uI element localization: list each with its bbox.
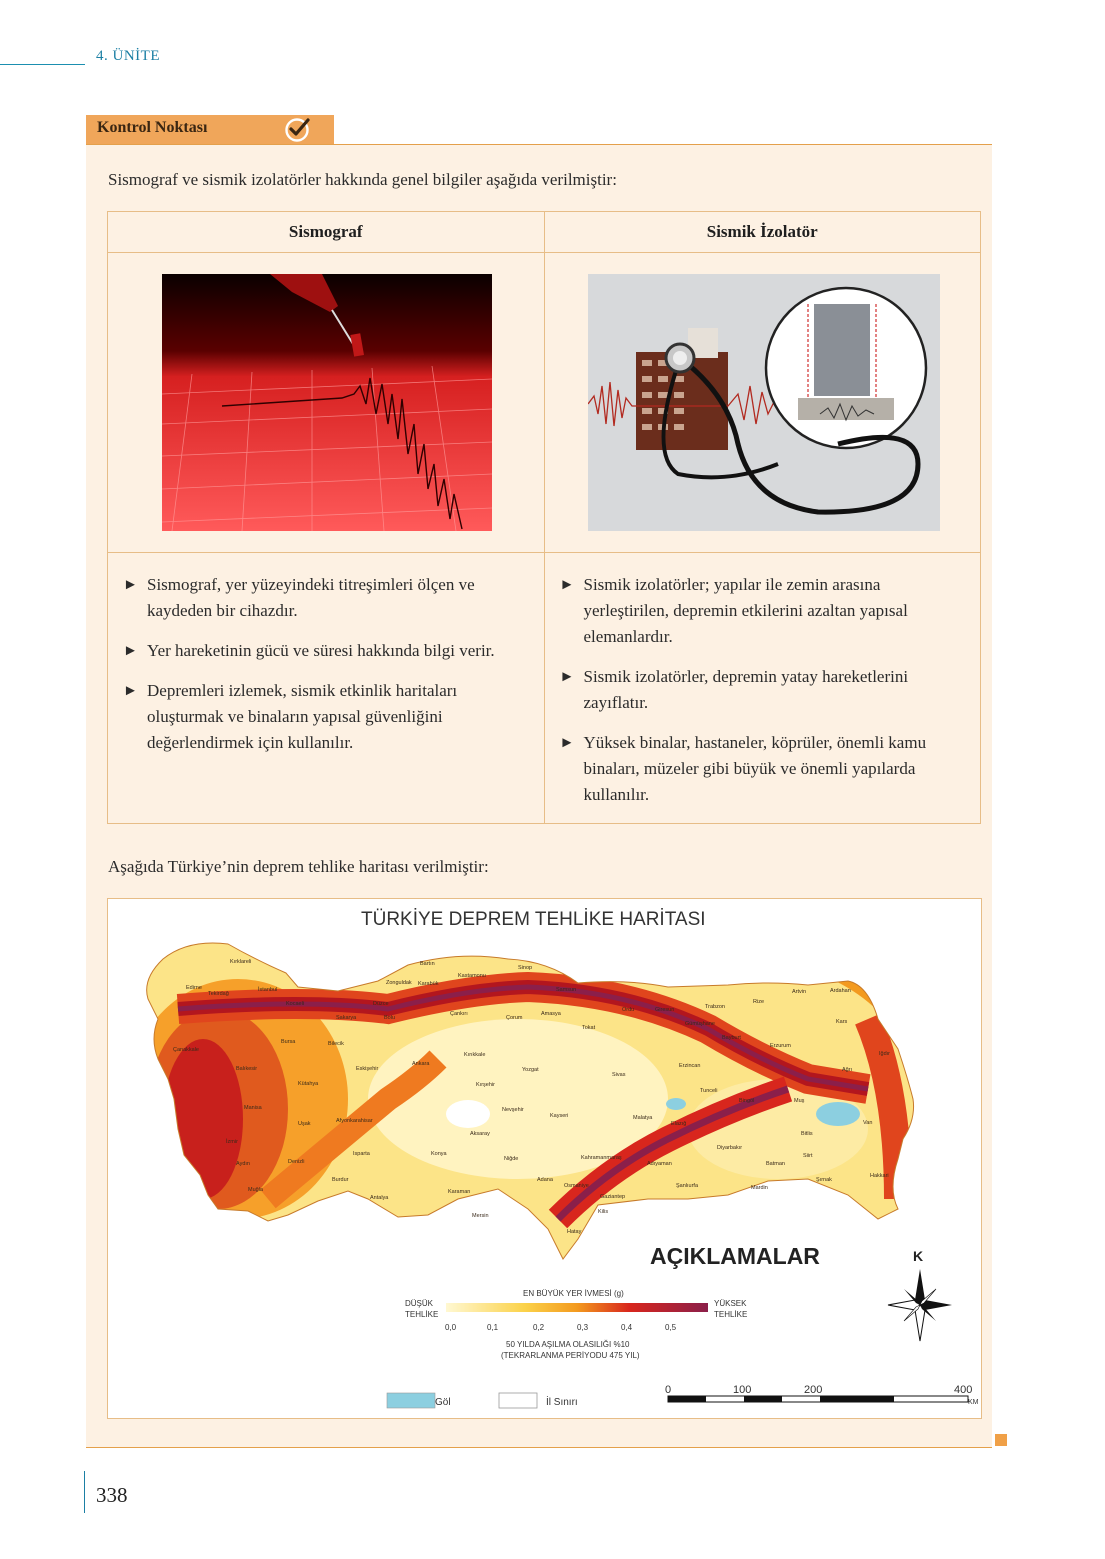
sismograf-points-cell	[108, 553, 545, 824]
city-label: Rize	[753, 999, 765, 1005]
legend-heading: AÇIKLAMALAR	[650, 1243, 820, 1269]
city-label: Ankara	[412, 1061, 430, 1067]
compass-rose-icon	[888, 1269, 952, 1341]
city-label: Gaziantep	[600, 1194, 626, 1200]
city-label: Batman	[766, 1161, 785, 1167]
city-label: Bilecik	[328, 1041, 344, 1047]
city-label: Karabük	[418, 981, 439, 987]
seismograph-image-cell	[108, 253, 545, 553]
city-label: Kocaeli	[286, 1001, 305, 1007]
hazard-map-frame	[107, 898, 982, 1419]
panel-title: Kontrol Noktası	[97, 119, 208, 136]
seismic-isolator-image-cell	[544, 253, 981, 553]
low-hazard-label: DÜŞÜK	[405, 1299, 434, 1308]
period-note: (TEKRARLANMA PERİYODU 475 YIL)	[501, 1351, 640, 1360]
column-heading-izolator: Sismik İzolatör	[544, 212, 981, 253]
unit-label: 4. ÜNİTE	[96, 48, 160, 64]
city-label: Muğla	[248, 1187, 263, 1193]
scale-tick: 0,0	[445, 1323, 457, 1332]
city-label: Bitlis	[801, 1131, 813, 1137]
city-label: Bayburt	[722, 1035, 741, 1041]
izolator-points	[546, 554, 980, 808]
city-label: Mardin	[751, 1185, 768, 1191]
arrow-bullet-icon: ►	[123, 577, 138, 593]
city-label: İzmir	[226, 1139, 238, 1145]
corner-marker	[995, 1434, 1007, 1446]
low-hazard-label-2: TEHLİKE	[405, 1310, 439, 1319]
arrow-bullet-icon: ►	[559, 577, 575, 593]
page-number-rule	[84, 1471, 85, 1513]
km-unit: KM	[968, 1399, 979, 1406]
column-heading-sismograf: Sismograf	[108, 212, 545, 253]
checkmark-icon	[284, 117, 311, 142]
city-label: Antalya	[370, 1195, 389, 1201]
city-label: Malatya	[633, 1115, 653, 1121]
city-label: Tekirdağ	[208, 991, 229, 997]
city-label: Kırıkkale	[464, 1052, 486, 1058]
bullet-point: ► Yüksek binalar, hastaneler, köprüler, önemli kamu binaları, müzeler gibi büyük ve önemli yapılarda kullanılır.	[560, 730, 966, 808]
arrow-bullet-icon: ►	[123, 683, 138, 699]
scale-tick: 0,5	[665, 1323, 677, 1332]
city-label: Bartın	[420, 961, 435, 967]
city-label: İstanbul	[258, 987, 278, 993]
city-label: Ardahan	[830, 988, 851, 994]
city-label: Diyarbakır	[717, 1145, 743, 1151]
city-label: Şırnak	[816, 1177, 832, 1183]
border-legend-swatch	[499, 1393, 537, 1408]
city-label: Kastamonu	[458, 973, 486, 979]
city-label: Trabzon	[705, 1004, 725, 1010]
bullet-point: ► Sismik izolatörler, depremin yatay hareketlerini zayıflatır.	[560, 664, 966, 716]
city-label: Elazığ	[671, 1121, 687, 1127]
city-label: Şanlıurfa	[676, 1183, 699, 1189]
city-label: Kırklareli	[230, 959, 252, 965]
city-label: Mersin	[472, 1213, 489, 1219]
city-label: Sinop	[518, 965, 533, 971]
city-label: Erzurum	[770, 1043, 791, 1049]
bullet-point: ► Depremleri izlemek, sismik etkinlik haritaları oluşturmak ve binaların yapısal güvenliğini değerlendirmek için kullanılır.	[123, 678, 529, 756]
city-label: Aksaray	[470, 1131, 490, 1137]
city-label: Iğdır	[879, 1051, 891, 1057]
scale-tick: 0,2	[533, 1323, 545, 1332]
lake-legend-label: Göl	[435, 1397, 451, 1408]
city-label: Çankırı	[450, 1011, 468, 1017]
city-label: Çorum	[506, 1015, 523, 1021]
city-label: Kayseri	[550, 1113, 569, 1119]
page-number: 338	[96, 1483, 128, 1507]
distance-scale-bar	[668, 1396, 968, 1402]
city-label: Çanakkale	[173, 1047, 199, 1053]
city-label: Tokat	[582, 1025, 596, 1031]
city-label: Samsun	[556, 987, 577, 993]
arrow-bullet-icon: ►	[123, 643, 138, 659]
city-label: Adıyaman	[647, 1161, 672, 1167]
map-intro-text: Aşağıda Türkiye’nin deprem tehlike haritası verilmiştir:	[108, 857, 489, 876]
probability-note: 50 YILDA AŞILMA OLASILIĞI %10	[506, 1340, 630, 1349]
arrow-bullet-icon: ►	[559, 735, 575, 751]
north-label: K	[913, 1248, 924, 1264]
scale-tick: 0,1	[487, 1323, 499, 1332]
city-label: Ağrı	[842, 1067, 853, 1073]
scale-tick: 0,4	[621, 1323, 633, 1332]
city-label: Artvin	[792, 989, 807, 995]
city-label: Kütahya	[298, 1081, 319, 1087]
city-label: Bursa	[281, 1039, 296, 1045]
city-label: Sakarya	[336, 1015, 357, 1021]
city-label: Erzincan	[679, 1063, 701, 1069]
bullet-point: ► Yer hareketinin gücü ve süresi hakkında bilgi verir.	[123, 638, 529, 664]
arrow-bullet-icon: ►	[559, 669, 575, 685]
bullet-point: ► Sismograf, yer yüzeyindeki titreşimleri ölçen ve kaydeden bir cihazdır.	[123, 572, 529, 624]
city-label: Giresun	[655, 1007, 675, 1013]
city-label: Ordu	[622, 1007, 635, 1013]
map-title: TÜRKİYE DEPREM TEHLİKE HARİTASI	[361, 909, 706, 930]
km-tick: 200	[804, 1384, 823, 1396]
comparison-table	[107, 211, 981, 824]
scale-tick: 0,3	[577, 1323, 589, 1332]
city-label: Afyonkarahisar	[336, 1118, 373, 1124]
city-label: Eskişehir	[356, 1066, 379, 1072]
city-label: Burdur	[332, 1177, 349, 1183]
city-label: Van	[863, 1120, 873, 1126]
seismic-isolator-image	[588, 274, 940, 531]
sismograf-points	[109, 554, 543, 756]
city-label: Balıkesir	[236, 1066, 258, 1072]
city-label: Bingöl	[739, 1098, 755, 1104]
city-label: Adana	[537, 1177, 553, 1183]
scale-title: EN BÜYÜK YER İVMESİ (g)	[523, 1289, 624, 1298]
lake-legend-swatch	[387, 1393, 435, 1408]
city-label: Zonguldak	[386, 980, 412, 986]
hazard-color-scale	[446, 1303, 708, 1312]
city-label: Manisa	[244, 1105, 262, 1111]
city-label: Düzce	[373, 1001, 389, 1007]
city-label: Kahramanmaraş	[581, 1155, 622, 1161]
city-label: Kilis	[598, 1209, 609, 1215]
city-label: Niğde	[504, 1156, 519, 1162]
city-label: Muş	[794, 1098, 805, 1104]
city-label: Hakkari	[870, 1173, 889, 1179]
city-label: Gümüşhane	[685, 1021, 715, 1027]
city-label: Konya	[431, 1151, 447, 1157]
city-label: Osmaniye	[564, 1183, 589, 1189]
city-label: Kırşehir	[476, 1082, 495, 1088]
city-label: Bolu	[384, 1015, 396, 1021]
border-legend-label: İl Sınırı	[546, 1397, 578, 1408]
izolator-points-cell	[544, 553, 981, 824]
city-label: Edirne	[186, 985, 202, 991]
km-tick: 100	[733, 1384, 752, 1396]
city-label: Tunceli	[700, 1088, 718, 1094]
city-label: Denizli	[288, 1159, 305, 1165]
turkey-hazard-map	[108, 899, 981, 1418]
city-label: Karaman	[448, 1189, 471, 1195]
city-label: Hatay	[567, 1229, 582, 1235]
bullet-point: ► Sismik izolatörler; yapılar ile zemin arasına yerleştirilen, depremin etkilerini azaltan yapısal elemanlardır.	[560, 572, 966, 650]
city-label: Uşak	[298, 1121, 311, 1127]
city-label: Nevşehir	[502, 1107, 524, 1113]
city-label: Kars	[836, 1019, 848, 1025]
header-rule	[0, 64, 85, 65]
city-label: Yozgat	[522, 1067, 539, 1073]
intro-text: Sismograf ve sismik izolatörler hakkında genel bilgiler aşağıda verilmiştir:	[108, 170, 617, 189]
km-tick: 400	[954, 1384, 973, 1396]
city-label: Siirt	[803, 1153, 813, 1159]
seismograph-image	[162, 274, 492, 531]
city-label: Sivas	[612, 1072, 626, 1078]
city-label: Isparta	[353, 1151, 370, 1157]
high-hazard-label: YÜKSEK	[714, 1299, 747, 1308]
city-label: Amasya	[541, 1011, 561, 1017]
high-hazard-label-2: TEHLİKE	[714, 1310, 748, 1319]
km-tick: 0	[665, 1384, 672, 1396]
city-label: Aydın	[236, 1161, 250, 1167]
